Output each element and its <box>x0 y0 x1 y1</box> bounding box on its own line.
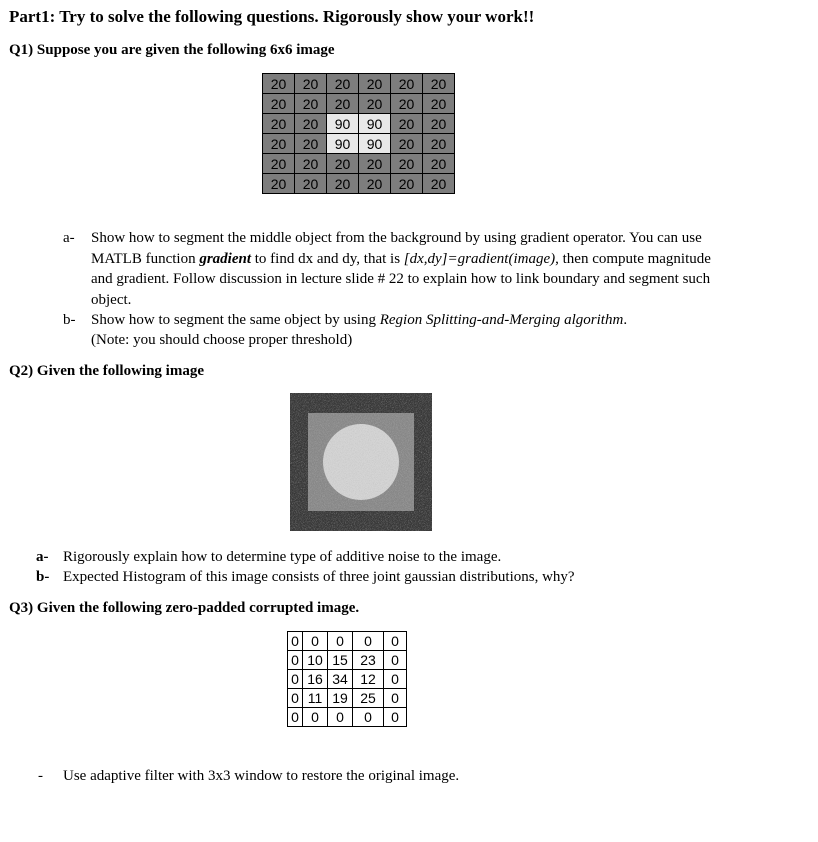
q1-b-text-1: Show how to segment the same object by using <box>91 312 380 328</box>
grid-cell: 0 <box>303 708 328 727</box>
grid-cell: 90 <box>327 114 359 134</box>
grid-cell: 0 <box>288 670 303 689</box>
q3-image-grid <box>287 631 407 727</box>
grid-cell: 0 <box>288 651 303 670</box>
grid-cell: 20 <box>327 154 359 174</box>
noisy-circle-image <box>290 393 432 531</box>
grid-cell: 20 <box>327 94 359 114</box>
q1-a-gradient: gradient <box>199 250 252 267</box>
grid-row <box>263 134 455 154</box>
grid-cell: 20 <box>391 134 423 154</box>
grid-row <box>263 174 455 194</box>
q1-heading: Q1) Suppose you are given the following 6x6 image <box>9 42 335 58</box>
grid-row <box>288 670 407 689</box>
grid-row <box>288 632 407 651</box>
q1-a-text-2: to find dx and dy, that is <box>251 250 404 267</box>
grid-cell: 90 <box>327 134 359 154</box>
grid-cell: 20 <box>295 114 327 134</box>
grid-cell: 0 <box>328 708 353 727</box>
q1-part-b-text <box>91 310 731 331</box>
q2-part-a-text: Rigorously explain how to determine type of additive noise to the image. <box>63 549 502 565</box>
grid-cell: 20 <box>423 94 455 114</box>
grid-cell: 20 <box>295 154 327 174</box>
grid-cell: 23 <box>353 651 384 670</box>
grid-cell: 20 <box>327 74 359 94</box>
q1-image-grid <box>262 73 455 194</box>
q2-part-b-text: Expected Histogram of this image consists of three joint gaussian distributions, why? <box>63 569 575 585</box>
q1-part-b-marker: b- <box>63 312 76 328</box>
grid-cell: 0 <box>384 708 407 727</box>
grid-cell: 15 <box>328 651 353 670</box>
grid-cell: 19 <box>328 689 353 708</box>
grid-cell: 25 <box>353 689 384 708</box>
grid-cell: 20 <box>359 74 391 94</box>
grid-cell: 12 <box>353 670 384 689</box>
grid-cell: 20 <box>295 94 327 114</box>
grid-cell: 20 <box>391 174 423 194</box>
grid-cell: 0 <box>288 689 303 708</box>
grid-cell: 20 <box>295 134 327 154</box>
grid-cell: 0 <box>303 632 328 651</box>
grid-cell: 16 <box>303 670 328 689</box>
grid-row <box>288 651 407 670</box>
q3-bullet-text: Use adaptive filter with 3x3 window to restore the original image. <box>63 768 460 784</box>
page-title: Part1: Try to solve the following questions. Rigorously show your work!! <box>9 7 535 26</box>
q1-b-text-2: . <box>623 312 628 328</box>
grid-cell: 20 <box>423 134 455 154</box>
grid-cell: 20 <box>327 174 359 194</box>
grid-cell: 20 <box>359 154 391 174</box>
q3-bullet-marker: - <box>38 768 43 784</box>
grid-cell: 34 <box>328 670 353 689</box>
q1-a-text-3: , then compute magnitude and gradient. Follow discussion in lecture slide # 22 to explain how to link boundary and segment such object. <box>91 250 711 308</box>
grid-cell: 0 <box>288 632 303 651</box>
grid-cell: 20 <box>391 74 423 94</box>
q1-a-code: [dx,dy]=gradient(image) <box>403 250 556 267</box>
grid-cell: 20 <box>423 74 455 94</box>
grid-cell: 0 <box>384 689 407 708</box>
grid-cell: 90 <box>359 134 391 154</box>
grid-cell: 20 <box>263 74 295 94</box>
grid-cell: 0 <box>288 708 303 727</box>
q2-part-b-marker: b- <box>36 569 50 585</box>
grid-cell: 20 <box>423 154 455 174</box>
grid-cell: 20 <box>391 154 423 174</box>
grid-cell: 20 <box>263 94 295 114</box>
grid-cell: 0 <box>384 670 407 689</box>
grid-cell: 20 <box>263 134 295 154</box>
grid-cell: 11 <box>303 689 328 708</box>
grid-cell: 20 <box>295 174 327 194</box>
grid-cell: 0 <box>328 632 353 651</box>
grid-cell: 0 <box>353 708 384 727</box>
grid-row <box>263 154 455 174</box>
grid-cell: 10 <box>303 651 328 670</box>
grid-row <box>288 708 407 727</box>
q2-heading: Q2) Given the following image <box>9 363 204 379</box>
grid-row <box>288 689 407 708</box>
grid-cell: 20 <box>391 94 423 114</box>
grid-cell: 20 <box>263 114 295 134</box>
q2-part-a-marker: a- <box>36 549 49 565</box>
grid-cell: 0 <box>353 632 384 651</box>
inner-circle-region <box>323 424 399 500</box>
grid-cell: 20 <box>423 114 455 134</box>
grid-row <box>263 74 455 94</box>
grid-cell: 20 <box>359 94 391 114</box>
grid-cell: 0 <box>384 632 407 651</box>
grid-cell: 90 <box>359 114 391 134</box>
grid-cell: 20 <box>423 174 455 194</box>
grid-cell: 20 <box>391 114 423 134</box>
grid-cell: 20 <box>263 174 295 194</box>
grid-cell: 20 <box>263 154 295 174</box>
q3-heading: Q3) Given the following zero-padded corrupted image. <box>9 600 360 616</box>
q1-part-a-text <box>91 228 731 310</box>
q1-a-text-1: Show how to segment the middle object from the background by using gradient operator. You can use MATLB function <box>91 230 702 267</box>
q1-b-algo: Region Splitting-and-Merging algorithm <box>379 312 624 328</box>
grid-cell: 20 <box>295 74 327 94</box>
grid-row <box>263 94 455 114</box>
grid-row <box>263 114 455 134</box>
grid-cell: 0 <box>384 651 407 670</box>
q1-part-a-marker: a- <box>63 230 75 246</box>
q1-b-note: (Note: you should choose proper threshold) <box>91 332 353 348</box>
grid-cell: 20 <box>359 174 391 194</box>
